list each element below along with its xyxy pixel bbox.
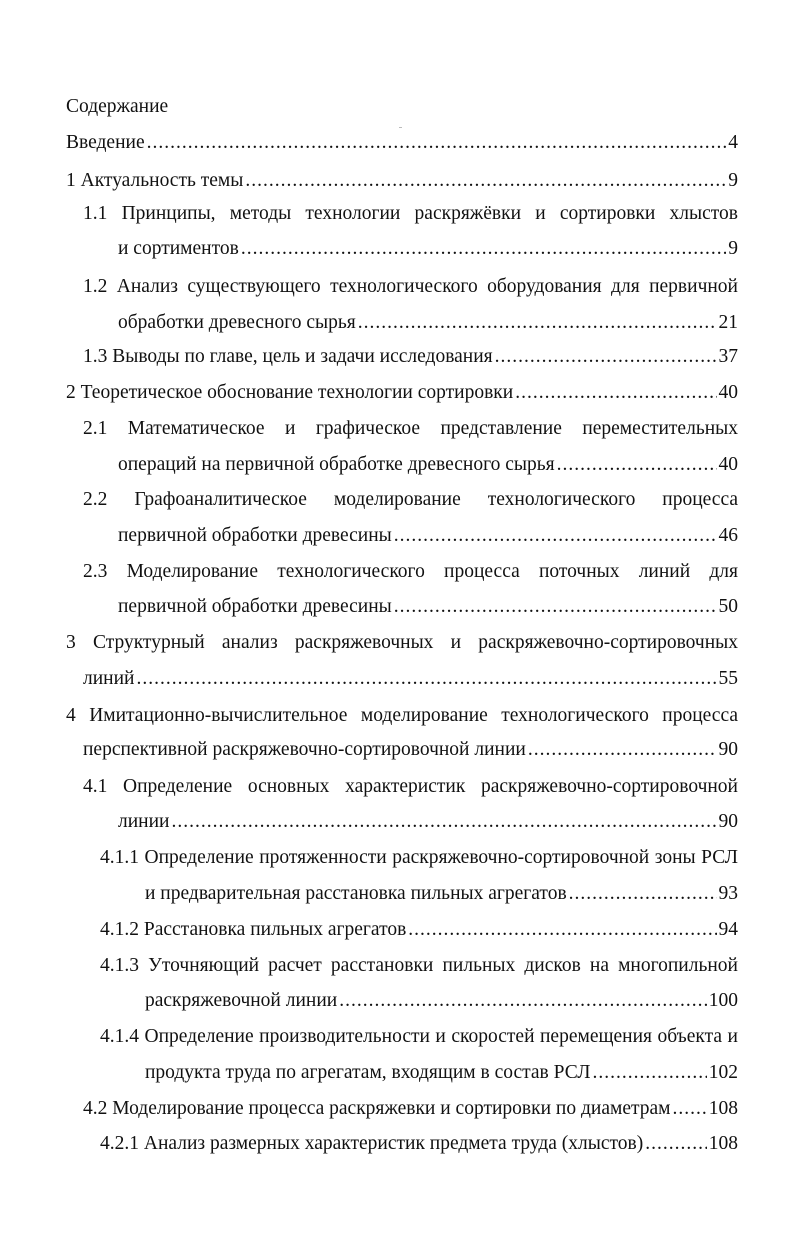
toc-entry-3-line1[interactable]: 3 Структурный анализ раскряжевочных и раскряжевочно-сортировочных — [66, 632, 738, 653]
toc-entry-1-2[interactable] — [118, 308, 738, 338]
toc-entry-page: 4 — [728, 132, 738, 153]
toc-entry-4-2-1[interactable] — [100, 1129, 738, 1159]
toc-entry-4[interactable] — [83, 735, 738, 765]
toc-entry-4-1-2[interactable] — [100, 915, 738, 945]
toc-entry-4-2[interactable] — [83, 1094, 738, 1124]
toc-entry-text: 2 Теоретическое обоснование технологии сортировки — [66, 382, 514, 403]
toc-leader-dots — [495, 342, 717, 372]
toc-entry-4-1-1[interactable] — [145, 879, 738, 909]
toc-entry-text: 4.2.1 Анализ размерных характеристик предмета труда (хлыстов) — [100, 1133, 644, 1154]
toc-entry-page: 93 — [718, 883, 738, 904]
toc-entry-page: 108 — [708, 1133, 738, 1154]
toc-entry-page: 40 — [718, 454, 738, 475]
toc-entry-4-1-4[interactable] — [145, 1058, 738, 1088]
toc-leader-dots — [569, 879, 717, 909]
toc-entry-page: 46 — [718, 525, 738, 546]
toc-leader-dots — [171, 807, 716, 837]
toc-leader-dots — [394, 592, 717, 622]
toc-entry-2-3[interactable] — [118, 592, 738, 622]
toc-entry-page: 102 — [708, 1062, 738, 1083]
toc-leader-dots — [147, 128, 727, 158]
toc-leader-dots — [515, 378, 716, 408]
toc-leader-dots — [358, 308, 717, 338]
toc-entry-4-1-4-line1[interactable]: 4.1.4 Определение производительности и скоростей перемещения объекта и — [100, 1026, 738, 1047]
toc-entry-text: обработки древесного сырья — [118, 312, 356, 333]
toc-entry-text: первичной обработки древесины — [118, 525, 392, 546]
toc-entry-page: 50 — [718, 596, 738, 617]
toc-leader-dots — [408, 915, 716, 945]
toc-leader-dots — [528, 735, 717, 765]
toc-leader-dots — [241, 234, 726, 264]
toc-entry-2[interactable] — [66, 378, 738, 408]
toc-entry-text: 1.3 Выводы по главе, цель и задачи исследования — [83, 346, 493, 367]
toc-entry-1[interactable] — [66, 166, 738, 196]
toc-entry-2-2[interactable] — [118, 521, 738, 551]
toc-entry-text: 4.1.2 Расстановка пильных агрегатов — [100, 919, 407, 940]
toc-entry-text: продукта труда по агрегатам, входящим в состав РСЛ — [145, 1062, 591, 1083]
toc-entry-page: 90 — [718, 739, 738, 760]
toc-entry-text: линии — [118, 811, 170, 832]
toc-entry-page: 21 — [718, 312, 738, 333]
toc-leader-dots — [672, 1094, 706, 1124]
toc-title: Содержание — [66, 96, 169, 117]
toc-entry-text: операций на первичной обработке древесного сырья — [118, 454, 555, 475]
toc-entry-text: и предварительная расстановка пильных агрегатов — [145, 883, 567, 904]
toc-leader-dots — [592, 1058, 706, 1088]
toc-entry-2-1-line1[interactable]: 2.1 Математическое и графическое представление переместительных — [83, 418, 738, 439]
toc-entry-text: и сортиментов — [118, 238, 239, 259]
toc-entry-page: 9 — [728, 238, 738, 259]
toc-entry-2-3-line1[interactable]: 2.3 Моделирование технологического процесса поточных линий для — [83, 561, 738, 582]
toc-entry-4-line1[interactable]: 4 Имитационно-вычислительное моделирование технологического процесса — [66, 705, 738, 726]
toc-leader-dots — [557, 450, 717, 480]
toc-entry-2-2-line1[interactable]: 2.2 Графоаналитическое моделирование технологического процесса — [83, 489, 738, 510]
toc-entry-page: 55 — [718, 668, 738, 689]
toc-entry-4-1-1-line1[interactable]: 4.1.1 Определение протяженности раскряжевочно-сортировочной зоны РСЛ — [100, 847, 738, 868]
toc-entry-text: 1 Актуальность темы — [66, 170, 244, 191]
toc-entry-1-1-line1[interactable]: 1.1 Принципы, методы технологии раскряжёвки и сортировки хлыстов — [83, 203, 738, 224]
toc-entry-page: 100 — [708, 990, 738, 1011]
toc-leader-dots — [245, 166, 726, 196]
toc-entry-1-2-line1[interactable]: 1.2 Анализ существующего технологического оборудования для первичной — [83, 276, 738, 297]
toc-entry-text: линий — [83, 668, 135, 689]
toc-entry-4-1-3-line1[interactable]: 4.1.3 Уточняющий расчет расстановки пильных дисков на многопильной — [100, 955, 738, 976]
toc-entry-page: 40 — [718, 382, 738, 403]
toc-entry-text: 4.2 Моделирование процесса раскряжевки и сортировки по диаметрам — [83, 1098, 671, 1119]
toc-entry-4-1-line1[interactable]: 4.1 Определение основных характеристик раскряжевочно-сортировочной — [83, 776, 738, 797]
toc-entry-page: 9 — [728, 170, 738, 191]
toc-entry-text: раскряжевочной линии — [145, 990, 338, 1011]
toc-entry-text: Введение — [66, 132, 145, 153]
toc-entry-page: 94 — [718, 919, 738, 940]
toc-entry-4-1[interactable] — [118, 807, 738, 837]
toc-entry-2-1[interactable] — [118, 450, 738, 480]
toc-leader-dots — [339, 986, 707, 1016]
toc-entry-text: первичной обработки древесины — [118, 596, 392, 617]
toc-entry-page: 90 — [718, 811, 738, 832]
toc-entry-intro[interactable] — [66, 128, 738, 158]
toc-leader-dots — [645, 1129, 706, 1159]
toc-entry-1-1[interactable] — [118, 234, 738, 264]
toc-entry-3[interactable] — [83, 664, 738, 694]
toc-leader-dots — [394, 521, 717, 551]
toc-entry-text: перспективной раскряжевочно-сортировочной линии — [83, 739, 526, 760]
toc-entry-1-3[interactable] — [83, 342, 738, 372]
toc-entry-4-1-3[interactable] — [145, 986, 738, 1016]
toc-entry-page: 37 — [718, 346, 738, 367]
toc-entry-page: 108 — [708, 1098, 738, 1119]
toc-leader-dots — [136, 664, 716, 694]
